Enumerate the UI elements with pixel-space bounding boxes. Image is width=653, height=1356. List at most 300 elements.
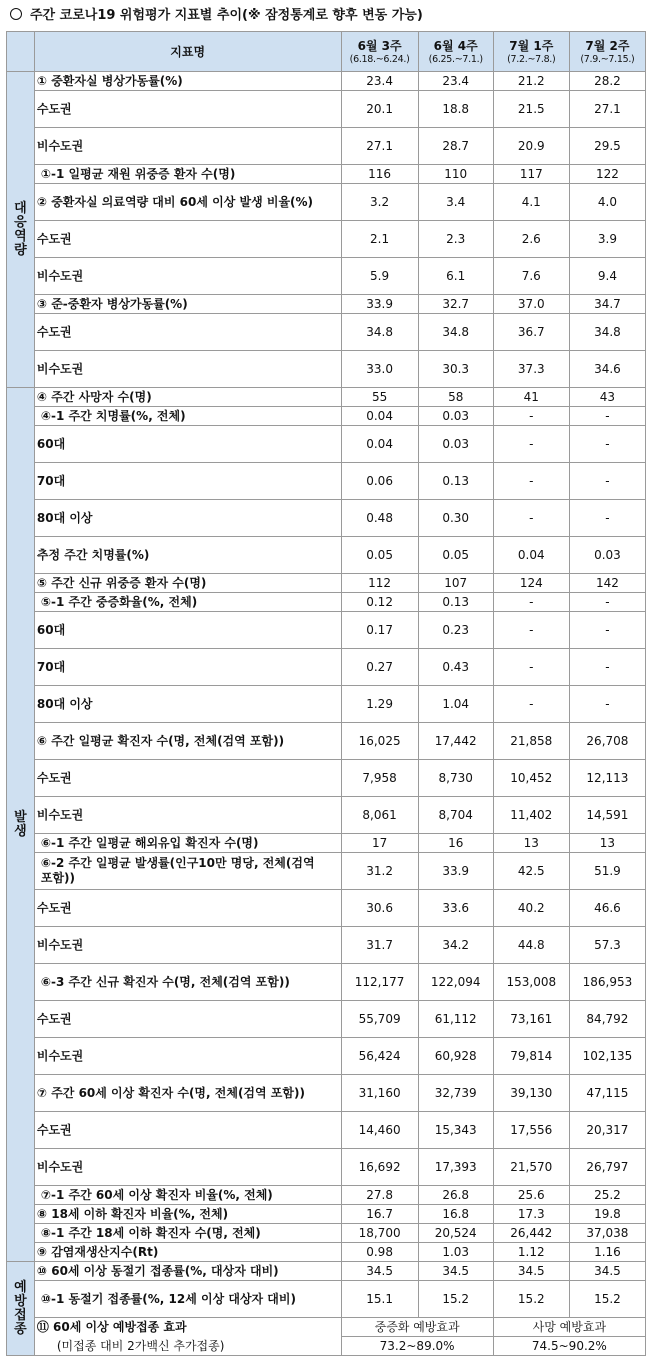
cell-value: 13	[569, 834, 645, 853]
cell-value: 122,094	[418, 964, 493, 1001]
cell-value: 39,130	[493, 1075, 569, 1112]
cell-value: 34.5	[493, 1262, 569, 1281]
cell-value: 15,343	[418, 1112, 493, 1149]
row-label-text: ① 중환자실 병상가동률(%)	[36, 74, 183, 88]
cell-value: 8,730	[418, 760, 493, 797]
cell-value: 31.2	[341, 853, 418, 890]
cell-value: 27.1	[341, 128, 418, 165]
cell-value: 30.3	[418, 351, 493, 388]
cell-value: 41	[493, 388, 569, 407]
week-label: 6월 3주	[357, 38, 402, 53]
cell-value: 110	[418, 165, 493, 184]
cell-value: 37,038	[569, 1224, 645, 1243]
cell-value: 42.5	[493, 853, 569, 890]
table-row	[7, 463, 646, 500]
cell-value: 4.1	[493, 184, 569, 221]
cell-value: 3.2	[341, 184, 418, 221]
cell-value: 34.5	[418, 1262, 493, 1281]
cell-value: 33.9	[418, 853, 493, 890]
cell-value: 27.1	[569, 91, 645, 128]
effect-death-value: 74.5~90.2%	[493, 1337, 645, 1356]
cell-value: -	[569, 463, 645, 500]
row-label	[34, 1281, 341, 1318]
row-label	[34, 1038, 341, 1075]
row-label-text: ⑤-1 주간 중증화율(%, 전체)	[40, 595, 198, 609]
cell-value: -	[569, 686, 645, 723]
row-label-text: 80대 이상	[36, 510, 93, 525]
table-row	[7, 890, 646, 927]
table-row	[7, 1149, 646, 1186]
table-row	[7, 1205, 646, 1224]
cell-value: 17,393	[418, 1149, 493, 1186]
week-range: (6.25.~7.1.)	[428, 53, 483, 65]
cell-value: 16.7	[341, 1205, 418, 1224]
cell-value: 0.03	[569, 537, 645, 574]
table-row	[7, 258, 646, 295]
table-row	[7, 500, 646, 537]
row-label	[34, 686, 341, 723]
row-label	[34, 1186, 341, 1205]
row-label-text: 추정 주간 치명률(%)	[36, 547, 150, 562]
row-label	[34, 612, 341, 649]
cell-value: 0.17	[341, 612, 418, 649]
table-row	[7, 834, 646, 853]
table-header-row	[7, 32, 646, 72]
cell-value: 34.7	[569, 295, 645, 314]
cell-value: 2.1	[341, 221, 418, 258]
cell-value: 21.2	[493, 72, 569, 91]
cell-value: 153,008	[493, 964, 569, 1001]
row-label	[34, 1205, 341, 1224]
cell-value: 124	[493, 574, 569, 593]
week-label: 7월 1주	[509, 38, 554, 53]
table-row	[7, 72, 646, 91]
cell-value: 23.4	[341, 72, 418, 91]
cell-value: 20,317	[569, 1112, 645, 1149]
row-label-text: 60대	[36, 622, 66, 637]
table-row	[7, 351, 646, 388]
cell-value: 34.5	[341, 1262, 418, 1281]
row-label	[34, 797, 341, 834]
row-label	[34, 574, 341, 593]
header-indicator: 지표명	[34, 32, 341, 72]
row-label	[34, 760, 341, 797]
cell-value: 0.48	[341, 500, 418, 537]
row-label	[34, 1075, 341, 1112]
row-label-text: ⑥-1 주간 일평균 해외유입 확진자 수(명)	[40, 836, 259, 850]
table-row	[7, 649, 646, 686]
cell-value: -	[493, 407, 569, 426]
page-title-text: 주간 코로나19 위험평가 지표별 추이(※ 잠정통계로 향후 변동 가능)	[30, 8, 423, 23]
cell-value: 57.3	[569, 927, 645, 964]
row-label	[34, 723, 341, 760]
row-label-text: ⑥-3 주간 신규 확진자 수(명, 전체(검역 포함))	[40, 974, 290, 989]
cell-value: -	[493, 500, 569, 537]
row-label-text: 80대 이상	[36, 696, 93, 711]
cell-value: 16,692	[341, 1149, 418, 1186]
cell-value: 0.98	[341, 1243, 418, 1262]
cell-value: 14,591	[569, 797, 645, 834]
table-row	[7, 574, 646, 593]
cell-value: 34.6	[569, 351, 645, 388]
table-row	[7, 184, 646, 221]
row-label	[34, 964, 341, 1001]
week-label: 7월 2주	[585, 38, 630, 53]
table-row	[7, 1281, 646, 1318]
row-label-text: 70대	[36, 473, 66, 488]
effect-row	[7, 1318, 646, 1337]
cell-value: 1.29	[341, 686, 418, 723]
cell-value: 15.2	[569, 1281, 645, 1318]
header-week-4	[569, 32, 645, 72]
cell-value: 4.0	[569, 184, 645, 221]
cell-value: 31.7	[341, 927, 418, 964]
cell-value: 9.4	[569, 258, 645, 295]
row-label-text: ⑥ 주간 일평균 확진자 수(명, 전체(검역 포함))	[36, 733, 285, 748]
cell-value: 84,792	[569, 1001, 645, 1038]
cell-value: -	[493, 463, 569, 500]
row-label-text: 수도권	[36, 900, 72, 915]
effect-sublabel: (미접종 대비 2가백신 추가접종)	[34, 1337, 341, 1356]
table-row	[7, 760, 646, 797]
row-label-text: ③ 준-중환자 병상가동률(%)	[36, 297, 188, 311]
row-label-text: ⑧-1 주간 18세 이하 확진자 수(명, 전체)	[40, 1226, 261, 1240]
cell-value: -	[569, 593, 645, 612]
cell-value: 44.8	[493, 927, 569, 964]
cell-value: 102,135	[569, 1038, 645, 1075]
row-label	[34, 388, 341, 407]
cell-value: 8,061	[341, 797, 418, 834]
row-label-text: ⑩ 60세 이상 동절기 접종률(%, 대상자 대비)	[36, 1264, 279, 1278]
cell-value: 34.2	[418, 927, 493, 964]
row-label	[34, 184, 341, 221]
effect-death-head: 사망 예방효과	[493, 1318, 645, 1337]
cell-value: 36.7	[493, 314, 569, 351]
row-label	[34, 351, 341, 388]
cell-value: -	[569, 612, 645, 649]
cell-value: 25.2	[569, 1186, 645, 1205]
table-row	[7, 797, 646, 834]
cell-value: 56,424	[341, 1038, 418, 1075]
cell-value: 60,928	[418, 1038, 493, 1075]
header-week-1	[341, 32, 418, 72]
row-label	[34, 1243, 341, 1262]
cell-value: 1.03	[418, 1243, 493, 1262]
row-label-text: ①-1 일평균 재원 위중증 환자 수(명)	[40, 167, 236, 181]
row-label-text: ④-1 주간 치명률(%, 전체)	[40, 409, 186, 423]
cell-value: 7.6	[493, 258, 569, 295]
row-label-text: 비수도권	[36, 361, 84, 376]
cell-value: 112,177	[341, 964, 418, 1001]
row-label-text: ⑨ 감염재생산지수(Rt)	[36, 1245, 159, 1259]
cell-value: 20,524	[418, 1224, 493, 1243]
cell-value: 0.27	[341, 649, 418, 686]
cell-value: 5.9	[341, 258, 418, 295]
cell-value: -	[493, 612, 569, 649]
row-label	[34, 221, 341, 258]
header-week-3	[493, 32, 569, 72]
effect-severe-head: 중증화 예방효과	[341, 1318, 493, 1337]
cell-value: 25.6	[493, 1186, 569, 1205]
row-label-text: ⑦ 주간 60세 이상 확진자 수(명, 전체(검역 포함))	[36, 1085, 305, 1100]
cell-value: -	[493, 426, 569, 463]
row-label	[34, 314, 341, 351]
table-row	[7, 686, 646, 723]
cell-value: 2.3	[418, 221, 493, 258]
cell-value: 0.04	[341, 426, 418, 463]
cell-value: 0.04	[341, 407, 418, 426]
cell-value: 17,556	[493, 1112, 569, 1149]
row-label-text: 비수도권	[36, 1048, 84, 1063]
cell-value: 55	[341, 388, 418, 407]
cell-value: 73,161	[493, 1001, 569, 1038]
cell-value: 0.03	[418, 426, 493, 463]
cell-value: 32,739	[418, 1075, 493, 1112]
row-label	[34, 593, 341, 612]
cell-value: 16.8	[418, 1205, 493, 1224]
table-row	[7, 1262, 646, 1281]
row-label-text: ⑤ 주간 신규 위중증 환자 수(명)	[36, 576, 207, 590]
cell-value: 18,700	[341, 1224, 418, 1243]
cell-value: 27.8	[341, 1186, 418, 1205]
cell-value: 0.13	[418, 593, 493, 612]
category-response	[7, 72, 35, 388]
cell-value: 6.1	[418, 258, 493, 295]
category-occurrence	[7, 388, 35, 1262]
row-label	[34, 128, 341, 165]
table-row	[7, 964, 646, 1001]
table-row	[7, 221, 646, 258]
cell-value: 34.8	[569, 314, 645, 351]
cell-value: 11,402	[493, 797, 569, 834]
table-row	[7, 407, 646, 426]
cell-value: 0.12	[341, 593, 418, 612]
cell-value: 40.2	[493, 890, 569, 927]
cell-value: -	[493, 649, 569, 686]
row-label	[34, 834, 341, 853]
row-label	[34, 426, 341, 463]
cell-value: 10,452	[493, 760, 569, 797]
cell-value: 16,025	[341, 723, 418, 760]
row-label	[34, 1262, 341, 1281]
cell-value: 16	[418, 834, 493, 853]
cell-value: 0.05	[341, 537, 418, 574]
cell-value: 26,442	[493, 1224, 569, 1243]
cell-value: 13	[493, 834, 569, 853]
cell-value: -	[493, 593, 569, 612]
week-label: 6월 4주	[433, 38, 478, 53]
effect-row	[7, 1337, 646, 1356]
cell-value: 1.12	[493, 1243, 569, 1262]
row-label	[34, 537, 341, 574]
cell-value: 34.8	[341, 314, 418, 351]
row-label	[34, 72, 341, 91]
row-label	[34, 1112, 341, 1149]
cell-value: 0.43	[418, 649, 493, 686]
table-row	[7, 1038, 646, 1075]
row-label-text: 70대	[36, 659, 66, 674]
row-label-text: ② 중환자실 의료역량 대비 60세 이상 발생 비율(%)	[36, 194, 314, 209]
effect-label: ⑪ 60세 이상 예방접종 효과	[34, 1318, 341, 1337]
row-label	[34, 258, 341, 295]
row-label-text: 비수도권	[36, 268, 84, 283]
row-label	[34, 1001, 341, 1038]
table-row	[7, 314, 646, 351]
table-row	[7, 612, 646, 649]
cell-value: 122	[569, 165, 645, 184]
cell-value: 34.5	[569, 1262, 645, 1281]
table-row	[7, 723, 646, 760]
cell-value: 17.3	[493, 1205, 569, 1224]
indicator-table	[6, 31, 646, 1356]
cell-value: 107	[418, 574, 493, 593]
cell-value: 15.2	[418, 1281, 493, 1318]
week-range: (7.9.~7.15.)	[580, 53, 635, 65]
cell-value: 17	[341, 834, 418, 853]
cell-value: 8,704	[418, 797, 493, 834]
cell-value: -	[569, 407, 645, 426]
row-label-text: ⑩-1 동절기 접종률(%, 12세 이상 대상자 대비)	[40, 1291, 296, 1306]
cell-value: 28.7	[418, 128, 493, 165]
cell-value: 26,797	[569, 1149, 645, 1186]
cell-value: 7,958	[341, 760, 418, 797]
cell-value: -	[493, 686, 569, 723]
row-label	[34, 927, 341, 964]
row-label-text: 수도권	[36, 231, 72, 246]
circle-bullet-icon	[10, 8, 22, 20]
table-row	[7, 426, 646, 463]
row-label-text: 60대	[36, 436, 66, 451]
cell-value: 15.1	[341, 1281, 418, 1318]
cell-value: 51.9	[569, 853, 645, 890]
week-range: (7.2.~7.8.)	[507, 53, 556, 65]
row-label	[34, 649, 341, 686]
table-row	[7, 1186, 646, 1205]
cell-value: 32.7	[418, 295, 493, 314]
row-label	[34, 1224, 341, 1243]
cell-value: 117	[493, 165, 569, 184]
row-label	[34, 500, 341, 537]
cell-value: 46.6	[569, 890, 645, 927]
row-label	[34, 165, 341, 184]
table-row	[7, 128, 646, 165]
cell-value: 0.06	[341, 463, 418, 500]
table-row	[7, 1224, 646, 1243]
cell-value: 3.9	[569, 221, 645, 258]
cell-value: 1.16	[569, 1243, 645, 1262]
row-label-text: 비수도권	[36, 138, 84, 153]
cell-value: 55,709	[341, 1001, 418, 1038]
cell-value: 26.8	[418, 1186, 493, 1205]
row-label-text: 수도권	[36, 1011, 72, 1026]
cell-value: 21.5	[493, 91, 569, 128]
cell-value: 21,858	[493, 723, 569, 760]
cell-value: 30.6	[341, 890, 418, 927]
cell-value: -	[569, 500, 645, 537]
row-label-text: 수도권	[36, 770, 72, 785]
row-label-text: ⑦-1 주간 60세 이상 확진자 비율(%, 전체)	[40, 1188, 273, 1202]
cell-value: 0.05	[418, 537, 493, 574]
cell-value: 0.13	[418, 463, 493, 500]
row-label	[34, 91, 341, 128]
table-row	[7, 1001, 646, 1038]
header-corner	[7, 32, 35, 72]
row-label-text: 수도권	[36, 324, 72, 339]
row-label	[34, 295, 341, 314]
row-label-text: 비수도권	[36, 1159, 84, 1174]
cell-value: 19.8	[569, 1205, 645, 1224]
cell-value: 0.04	[493, 537, 569, 574]
cell-value: 37.3	[493, 351, 569, 388]
row-label-text: 수도권	[36, 1122, 72, 1137]
cell-value: 61,112	[418, 1001, 493, 1038]
page-title	[10, 6, 423, 26]
row-label-text: 비수도권	[36, 937, 84, 952]
category-label: 대응역량	[14, 200, 27, 258]
table-row	[7, 537, 646, 574]
cell-value: 58	[418, 388, 493, 407]
cell-value: 33.6	[418, 890, 493, 927]
category-label: 예방접종	[14, 1279, 27, 1337]
row-label-text: 수도권	[36, 101, 72, 116]
cell-value: 26,708	[569, 723, 645, 760]
cell-value: 2.6	[493, 221, 569, 258]
cell-value: 31,160	[341, 1075, 418, 1112]
table-row	[7, 165, 646, 184]
cell-value: 15.2	[493, 1281, 569, 1318]
table-row	[7, 295, 646, 314]
cell-value: 33.0	[341, 351, 418, 388]
row-label	[34, 407, 341, 426]
cell-value: 12,113	[569, 760, 645, 797]
category-label: 발생	[14, 809, 27, 839]
cell-value: 21,570	[493, 1149, 569, 1186]
table-row	[7, 1243, 646, 1262]
cell-value: 29.5	[569, 128, 645, 165]
cell-value: 20.1	[341, 91, 418, 128]
row-label	[34, 1149, 341, 1186]
cell-value: 33.9	[341, 295, 418, 314]
row-label-text: ⑧ 18세 이하 확진자 비율(%, 전체)	[36, 1207, 229, 1221]
table-row	[7, 388, 646, 407]
cell-value: 43	[569, 388, 645, 407]
week-range: (6.18.~6.24.)	[349, 53, 410, 65]
cell-value: 142	[569, 574, 645, 593]
effect-severe-value: 73.2~89.0%	[341, 1337, 493, 1356]
row-label	[34, 890, 341, 927]
cell-value: 37.0	[493, 295, 569, 314]
cell-value: 23.4	[418, 72, 493, 91]
cell-value: 17,442	[418, 723, 493, 760]
cell-value: 34.8	[418, 314, 493, 351]
cell-value: 79,814	[493, 1038, 569, 1075]
row-label	[34, 853, 341, 890]
cell-value: 116	[341, 165, 418, 184]
cell-value: 1.04	[418, 686, 493, 723]
row-label-text: ④ 주간 사망자 수(명)	[36, 390, 152, 404]
cell-value: 3.4	[418, 184, 493, 221]
table-row	[7, 1075, 646, 1112]
cell-value: 14,460	[341, 1112, 418, 1149]
cell-value: 20.9	[493, 128, 569, 165]
category-vaccination	[7, 1262, 35, 1356]
cell-value: -	[569, 426, 645, 463]
cell-value: 112	[341, 574, 418, 593]
table-row	[7, 91, 646, 128]
cell-value: -	[569, 649, 645, 686]
cell-value: 28.2	[569, 72, 645, 91]
table-row	[7, 853, 646, 890]
